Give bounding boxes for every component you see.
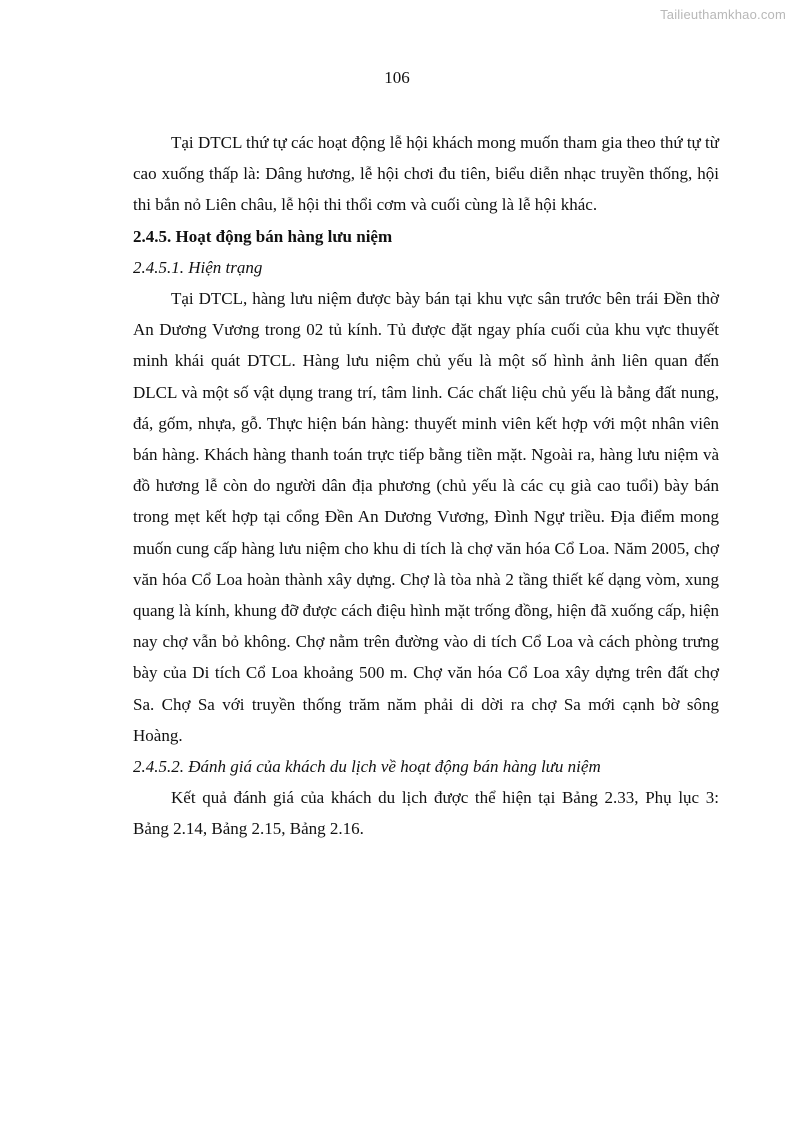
page-number: 106 bbox=[384, 68, 410, 87]
paragraph-current-state: Tại DTCL, hàng lưu niệm được bày bán tại khu vực sân trước bên trái Đền thờ An Dương Vương trong 02 tủ kính. Tủ được đặt ngay phía cuối của khu vực thuyết minh khái quát DTCL. Hàng lưu niệm chủ yếu là một số hình ảnh liên quan đến DLCL và một số vật dụng trang trí, tâm linh. Các chất liệu chủ yếu là bằng đất nung, đá, gốm, nhựa, gỗ. Thực hiện bán hàng: thuyết minh viên kết hợp với một nhân viên bán hàng. Khách hàng thanh toán trực tiếp bằng tiền mặt. Ngoài ra, hàng lưu niệm và đồ hương lễ còn do người dân địa phương (chủ yếu là các cụ già cao tuổi) bày bán trong mẹt kết hợp tại cổng Đền An Dương Vương, Đình Ngự triều. Địa điểm mong muốn cung cấp hàng lưu niệm cho khu di tích là chợ văn hóa Cổ Loa. Năm 2005, chợ văn hóa Cổ Loa hoàn thành xây dựng. Chợ là tòa nhà 2 tầng thiết kế dạng vòm, xung quang là kính, khung đỡ được cách điệu hình mặt trống đồng, hiện đã xuống cấp, hiện nay chợ vẫn bỏ không. Chợ nằm trên đường vào di tích Cổ Loa và cách phòng trưng bày của Di tích Cổ Loa khoảng 500 m. Chợ văn hóa Cổ Loa xây dựng trên đất chợ Sa. Chợ Sa với truyền thống trăm năm phải di dời ra chợ Sa mới cạnh bờ sông Hoàng. bbox=[133, 289, 719, 745]
subsection-heading-visitor-evaluation: 2.4.5.2. Đánh giá của khách du lịch về hoạt động bán hàng lưu niệm bbox=[133, 757, 601, 777]
watermark: Tailieuthamkhao.com bbox=[660, 7, 786, 22]
subsection-heading-current-state: 2.4.5.1. Hiện trạng bbox=[133, 257, 263, 277]
paragraph-evaluation-results: Kết quả đánh giá của khách du lịch được thể hiện tại Bảng 2.33, Phụ lục 3: Bảng 2.14, Bảng 2.15, Bảng 2.16. bbox=[133, 788, 719, 839]
paragraph-festival-ranking: Tại DTCL thứ tự các hoạt động lễ hội khách mong muốn tham gia theo thứ tự từ cao xuống thấp là: Dâng hương, lễ hội chơi đu tiên, biểu diễn nhạc truyền thống, hội thi bắn nỏ Liên châu, lễ hội thi thổi cơm và cuối cùng là lễ hội khác. bbox=[133, 133, 719, 215]
section-heading-souvenir-sales: 2.4.5. Hoạt động bán hàng lưu niệm bbox=[133, 226, 393, 246]
document-body bbox=[133, 127, 719, 845]
